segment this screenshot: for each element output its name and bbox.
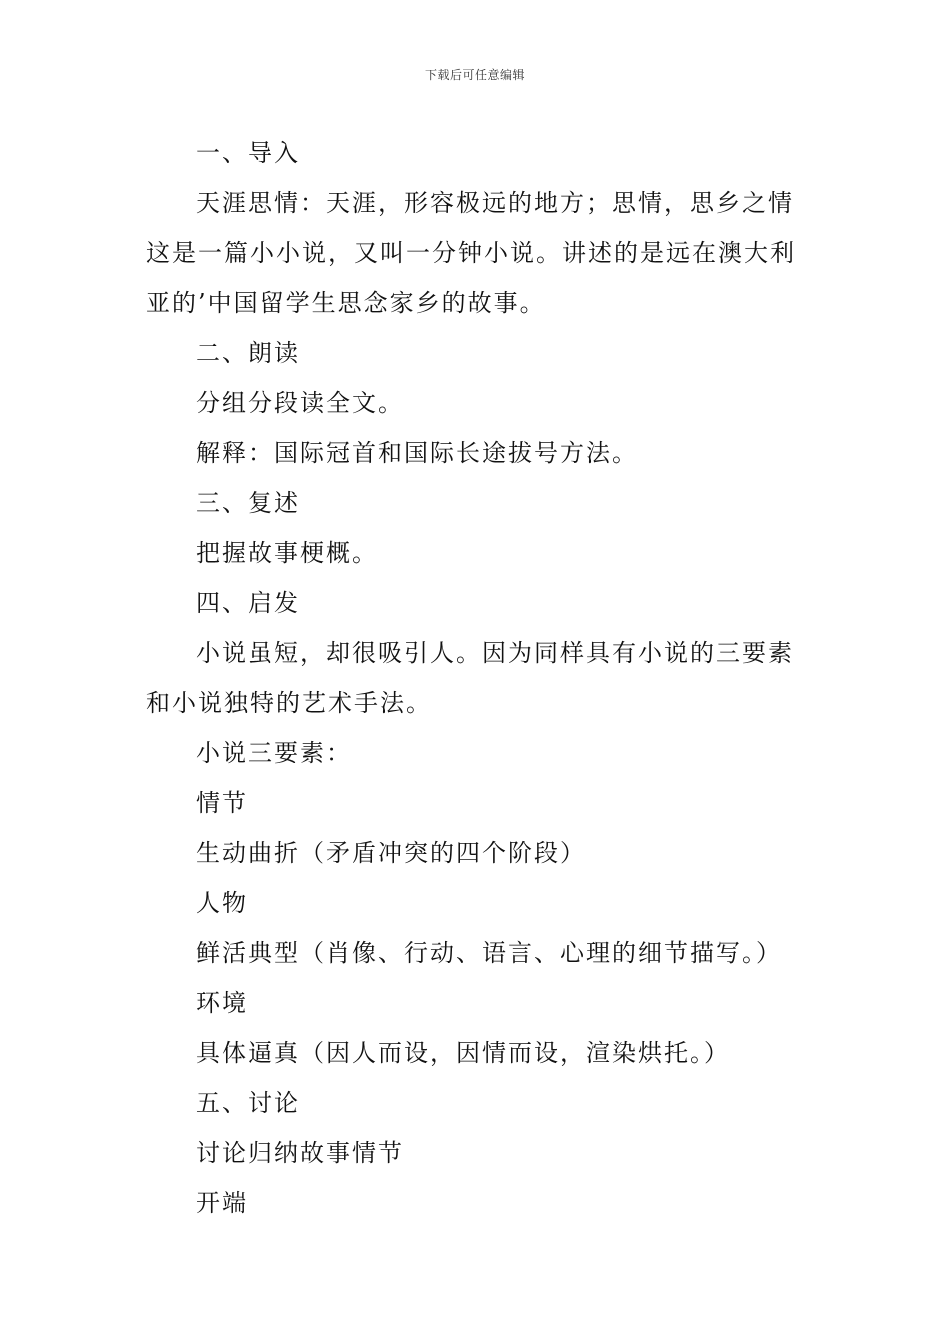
heading-inspiration: 四、启发 [196,589,300,617]
heading-reading: 二、朗读 [196,339,300,367]
heading-retelling: 三、复述 [196,489,300,517]
paragraph-line: 开端 [196,1189,248,1217]
paragraph-line: 生动曲折（矛盾冲突的四个阶段） [196,839,586,867]
heading-discussion: 五、讨论 [196,1089,300,1117]
document-body [146,128,808,1228]
paragraph-line: 天涯思情：天涯，形容极远的地方；思情，思乡之情 [196,189,794,217]
paragraph-line: 这是一篇小小说，又叫一分钟小说。讲述的是远在澳大利 [146,239,796,267]
paragraph-line: 情节 [196,789,248,817]
paragraph-line: 鲜活典型（肖像、行动、语言、心理的细节描写。） [196,939,782,967]
paragraph-line: 讨论归纳故事情节 [196,1139,404,1167]
paragraph-line: 人物 [196,889,248,917]
heading-introduction: 一、导入 [196,139,300,167]
page-header-note: 下载后可任意编辑 [424,68,525,82]
paragraph-line: 和小说独特的艺术手法。 [146,689,432,717]
paragraph-line: 小说三要素： [196,739,352,767]
paragraph-line: 分组分段读全文。 [196,389,404,417]
paragraph-line: 亚的’中国留学生思念家乡的故事。 [146,289,546,317]
paragraph-line: 解释：国际冠首和国际长途拔号方法。 [196,439,638,467]
paragraph-line: 环境 [196,989,248,1017]
paragraph-line: 把握故事梗概。 [196,539,378,567]
paragraph-line: 小说虽短，却很吸引人。因为同样具有小说的三要素 [196,639,794,667]
paragraph-line: 具体逼真（因人而设，因情而设，渲染烘托。） [196,1039,730,1067]
